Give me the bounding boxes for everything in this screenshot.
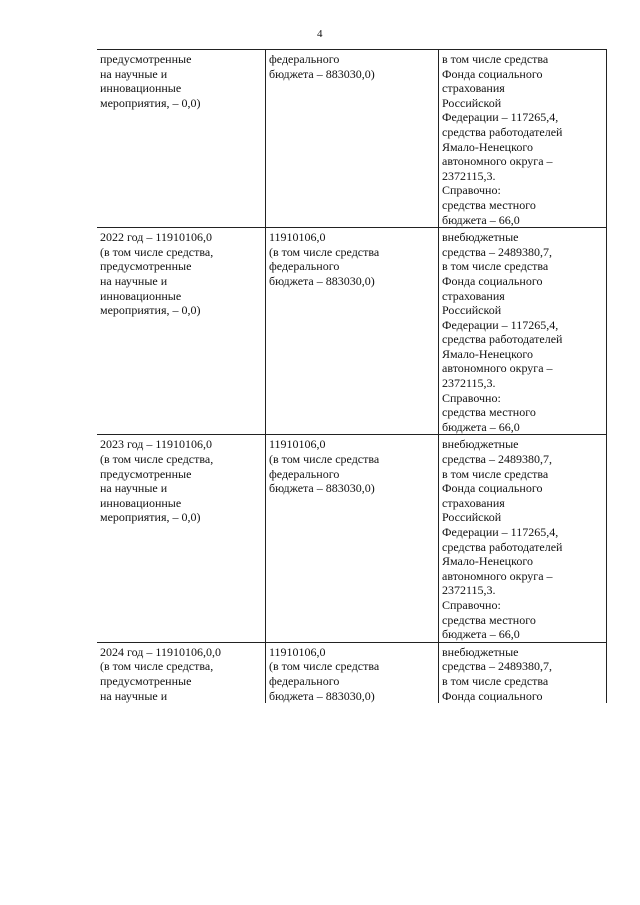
cell-text-line: средства местного: [442, 405, 536, 420]
table-cell-col1: [97, 642, 266, 703]
table-cell-col3: [439, 642, 607, 703]
cell-text-line: мероприятия, – 0,0): [100, 303, 201, 318]
cell-text-line: федерального: [269, 673, 340, 688]
cell-text-line: в том числе средства: [442, 466, 549, 481]
cell-text-line: внебюджетные: [442, 437, 519, 452]
cell-text-line: в том числе средства: [442, 259, 549, 274]
table-cell-col1: [97, 50, 266, 228]
funding-table-body: [97, 50, 607, 704]
cell-text-line: в том числе средства: [442, 52, 549, 66]
cell-text-line: на научные и: [100, 688, 168, 703]
cell-text-line: предусмотренные: [100, 52, 192, 66]
cell-text-line: средства работодателей: [442, 539, 563, 554]
cell-text-line: Ямало-Ненецкого: [442, 554, 533, 569]
cell-text-line: бюджета – 66,0: [442, 419, 520, 434]
funding-table: [97, 49, 607, 703]
cell-text-line: инновационные: [100, 81, 182, 96]
cell-text-line: Фонда социального: [442, 688, 543, 703]
cell-text-line: внебюджетные: [442, 644, 519, 659]
cell-text-line: Справочно:: [442, 390, 501, 405]
cell-text-line: 11910106,0: [269, 230, 326, 245]
cell-text-line: Ямало-Ненецкого: [442, 346, 533, 361]
cell-text-line: средства местного: [442, 612, 536, 627]
cell-text-line: Российской: [442, 510, 502, 525]
cell-text-line: на научные и: [100, 481, 168, 496]
table-cell-col2: [266, 435, 439, 642]
cell-text-line: 2372115,3.: [442, 376, 496, 391]
cell-text-line: федерального: [269, 466, 340, 481]
cell-text-line: средства местного: [442, 197, 536, 212]
table-cell-col3: [439, 228, 607, 435]
cell-text-line: 2372115,3.: [442, 583, 496, 598]
cell-text-line: Федерации – 117265,4,: [442, 317, 559, 332]
table-row: [97, 50, 607, 228]
table-row: [97, 642, 607, 703]
cell-text-line: бюджета – 883030,0): [269, 688, 375, 703]
cell-text-line: (в том числе средства,: [100, 659, 214, 674]
table-row: [97, 435, 607, 642]
cell-text-line: (в том числе средства: [269, 659, 380, 674]
cell-text-line: страхования: [442, 81, 505, 96]
cell-text-line: средства работодателей: [442, 332, 563, 347]
cell-text-line: на научные и: [100, 273, 168, 288]
cell-text-line: автономного округа –: [442, 568, 553, 583]
cell-text-line: (в том числе средства,: [100, 244, 214, 259]
cell-text-line: Справочно:: [442, 597, 501, 612]
cell-text-line: инновационные: [100, 288, 182, 303]
cell-text-line: бюджета – 883030,0): [269, 481, 375, 496]
cell-text-line: (в том числе средства: [269, 452, 380, 467]
cell-text-line: (в том числе средства,: [100, 452, 214, 467]
cell-text-line: средства – 2489380,7,: [442, 452, 553, 467]
table-cell-col3: [439, 50, 607, 228]
cell-text-line: Ямало-Ненецкого: [442, 139, 533, 154]
cell-text-line: Фонда социального: [442, 481, 543, 496]
cell-text-line: бюджета – 66,0: [442, 627, 520, 642]
cell-text-line: средства работодателей: [442, 124, 563, 139]
table-cell-col2: [266, 228, 439, 435]
cell-text-line: Федерации – 117265,4,: [442, 110, 559, 125]
table-cell-col2: [266, 50, 439, 228]
cell-text-line: федерального: [269, 52, 340, 66]
cell-text-line: Фонда социального: [442, 273, 543, 288]
cell-text-line: средства – 2489380,7,: [442, 244, 553, 259]
cell-text-line: на научные и: [100, 66, 168, 81]
cell-text-line: Справочно:: [442, 183, 501, 198]
cell-text-line: Российской: [442, 95, 502, 110]
cell-text-line: страхования: [442, 288, 505, 303]
cell-text-line: автономного округа –: [442, 154, 553, 169]
cell-text-line: бюджета – 883030,0): [269, 66, 375, 81]
cell-text-line: бюджета – 883030,0): [269, 273, 375, 288]
cell-text-line: средства – 2489380,7,: [442, 659, 553, 674]
cell-text-line: мероприятия, – 0,0): [100, 95, 201, 110]
table-cell-col1: [97, 228, 266, 435]
cell-text-line: инновационные: [100, 495, 182, 510]
cell-text-line: 11910106,0: [269, 644, 326, 659]
table-row: [97, 228, 607, 435]
cell-text-line: страхования: [442, 495, 505, 510]
cell-text-line: федерального: [269, 259, 340, 274]
cell-text-line: предусмотренные: [100, 466, 192, 481]
cell-text-line: (в том числе средства: [269, 244, 380, 259]
cell-text-line: 11910106,0: [269, 437, 326, 452]
table-cell-col1: [97, 435, 266, 642]
page-number: 4: [317, 28, 323, 40]
cell-text-line: Российской: [442, 303, 502, 318]
cell-text-line: предусмотренные: [100, 673, 192, 688]
table-cell-col2: [266, 642, 439, 703]
cell-text-line: в том числе средства: [442, 673, 549, 688]
cell-text-line: 2372115,3.: [442, 168, 496, 183]
cell-text-line: мероприятия, – 0,0): [100, 510, 201, 525]
cell-text-line: автономного округа –: [442, 361, 553, 376]
cell-text-line: Фонда социального: [442, 66, 543, 81]
cell-text-line: Федерации – 117265,4,: [442, 525, 559, 539]
cell-text-line: внебюджетные: [442, 230, 519, 245]
cell-text-line: 2022 год – 11910106,0: [100, 230, 212, 245]
cell-text-line: 2024 год – 11910106,0,0: [100, 644, 221, 659]
table-cell-col3: [439, 435, 607, 642]
cell-text-line: 2023 год – 11910106,0: [100, 437, 212, 452]
cell-text-line: бюджета – 66,0: [442, 212, 520, 227]
cell-text-line: предусмотренные: [100, 259, 192, 274]
